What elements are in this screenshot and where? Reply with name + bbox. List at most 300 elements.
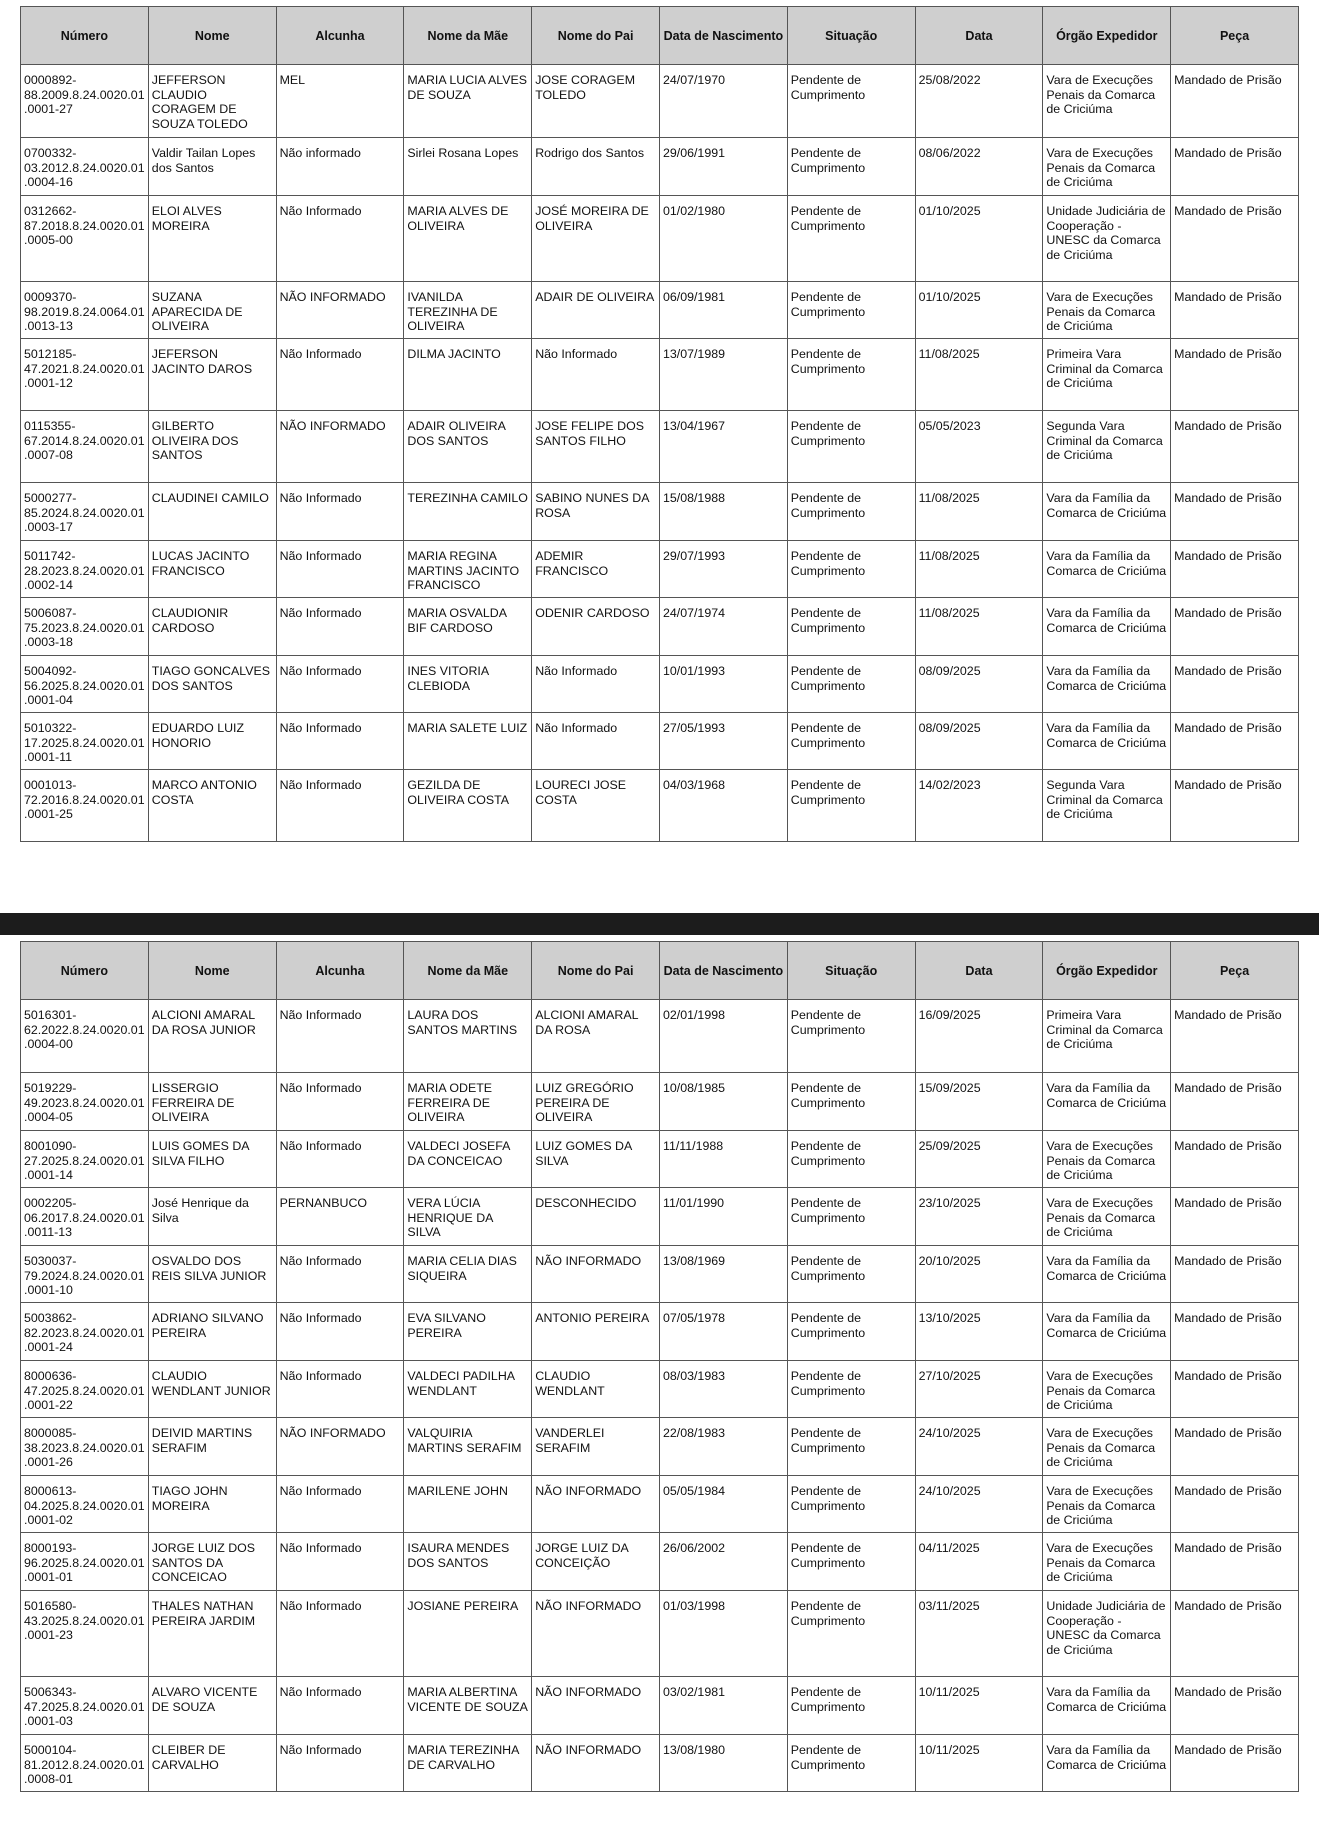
alcunha-cell: Não Informado <box>276 1677 404 1735</box>
nome-cell: SUZANA APARECIDA DE OLIVEIRA <box>148 282 276 339</box>
nome-da-mae-cell: Sirlei Rosana Lopes <box>404 138 532 196</box>
data-cell: 08/06/2022 <box>915 138 1043 196</box>
numero-cell: 5030037-79.2024.8.24.0020.01.0001-10 <box>21 1246 149 1303</box>
nome-do-pai-cell: ADAIR DE OLIVEIRA <box>532 282 660 339</box>
nome-cell: ALCIONI AMARAL DA ROSA JUNIOR <box>148 1000 276 1073</box>
alcunha-cell: NÃO INFORMADO <box>276 411 404 483</box>
table-row <box>21 65 1299 138</box>
nome-do-pai-cell: VANDERLEI SERAFIM <box>532 1418 660 1476</box>
table-row <box>21 1591 1299 1677</box>
nome-da-mae-cell: JOSIANE PEREIRA <box>404 1591 532 1677</box>
nome-cell: EDUARDO LUIZ HONORIO <box>148 713 276 770</box>
data-cell: 10/11/2025 <box>915 1735 1043 1792</box>
nome-do-pai-cell: NÃO INFORMADO <box>532 1476 660 1533</box>
orgao-expedidor-cell: Vara da Família da Comarca de Criciúma <box>1043 713 1171 770</box>
orgao-expedidor-cell: Vara de Execuções Penais da Comarca de Criciúma <box>1043 138 1171 196</box>
nome-cell: JEFERSON JACINTO DAROS <box>148 339 276 411</box>
data-nascimento-cell: 02/01/1998 <box>659 1000 787 1073</box>
alcunha-cell: Não Informado <box>276 1246 404 1303</box>
nome-cell: ALVARO VICENTE DE SOUZA <box>148 1677 276 1735</box>
orgao-expedidor-cell: Primeira Vara Criminal da Comarca de Criciúma <box>1043 1000 1171 1073</box>
data-cell: 23/10/2025 <box>915 1188 1043 1246</box>
orgao-expedidor-cell: Vara da Família da Comarca de Criciúma <box>1043 1677 1171 1735</box>
nome-cell: MARCO ANTONIO COSTA <box>148 770 276 842</box>
nome-da-mae-cell: ADAIR OLIVEIRA DOS SANTOS <box>404 411 532 483</box>
nome-cell: CLAUDINEI CAMILO <box>148 483 276 541</box>
nome-do-pai-cell: ODENIR CARDOSO <box>532 598 660 656</box>
nome-cell: LISSERGIO FERREIRA DE OLIVEIRA <box>148 1073 276 1131</box>
nome-do-pai-cell: NÃO INFORMADO <box>532 1677 660 1735</box>
numero-cell: 5006343-47.2025.8.24.0020.01.0001-03 <box>21 1677 149 1735</box>
situacao-cell: Pendente de Cumprimento <box>787 770 915 842</box>
data-nascimento-cell: 04/03/1968 <box>659 770 787 842</box>
nome-cell: CLAUDIONIR CARDOSO <box>148 598 276 656</box>
peca-cell: Mandado de Prisão <box>1171 282 1299 339</box>
numero-cell: 0700332-03.2012.8.24.0020.01.0004-16 <box>21 138 149 196</box>
orgao-expedidor-cell: Vara de Execuções Penais da Comarca de Criciúma <box>1043 65 1171 138</box>
nome-do-pai-cell: NÃO INFORMADO <box>532 1591 660 1677</box>
nome-do-pai-cell: JOSE CORAGEM TOLEDO <box>532 65 660 138</box>
data-cell: 08/09/2025 <box>915 713 1043 770</box>
table-row <box>21 656 1299 713</box>
alcunha-cell: Não Informado <box>276 196 404 282</box>
numero-cell: 8000085-38.2023.8.24.0020.01.0001-26 <box>21 1418 149 1476</box>
orgao-expedidor-cell: Segunda Vara Criminal da Comarca de Criciúma <box>1043 770 1171 842</box>
situacao-cell: Pendente de Cumprimento <box>787 483 915 541</box>
document-page-1 <box>0 0 1319 913</box>
data-cell: 25/09/2025 <box>915 1131 1043 1188</box>
alcunha-cell: Não informado <box>276 138 404 196</box>
nome-cell: José Henrique da Silva <box>148 1188 276 1246</box>
nome-do-pai-cell: NÃO INFORMADO <box>532 1735 660 1792</box>
orgao-expedidor-cell: Vara de Execuções Penais da Comarca de Criciúma <box>1043 1418 1171 1476</box>
peca-cell: Mandado de Prisão <box>1171 656 1299 713</box>
alcunha-cell: Não Informado <box>276 1073 404 1131</box>
data-cell: 24/10/2025 <box>915 1418 1043 1476</box>
data-nascimento-cell: 24/07/1970 <box>659 65 787 138</box>
data-cell: 24/10/2025 <box>915 1476 1043 1533</box>
orgao-expedidor-cell: Primeira Vara Criminal da Comarca de Criciúma <box>1043 339 1171 411</box>
header-peca: Peça <box>1171 942 1299 1000</box>
nome-cell: THALES NATHAN PEREIRA JARDIM <box>148 1591 276 1677</box>
data-nascimento-cell: 06/09/1981 <box>659 282 787 339</box>
table-row <box>21 1361 1299 1418</box>
data-nascimento-cell: 07/05/1978 <box>659 1303 787 1361</box>
numero-cell: 5011742-28.2023.8.24.0020.01.0002-14 <box>21 541 149 598</box>
nome-da-mae-cell: MARIA CELIA DIAS SIQUEIRA <box>404 1246 532 1303</box>
nome-do-pai-cell: ADEMIR FRANCISCO <box>532 541 660 598</box>
situacao-cell: Pendente de Cumprimento <box>787 1418 915 1476</box>
situacao-cell: Pendente de Cumprimento <box>787 1131 915 1188</box>
table-row <box>21 1188 1299 1246</box>
alcunha-cell: Não Informado <box>276 339 404 411</box>
table-row <box>21 339 1299 411</box>
nome-do-pai-cell: NÃO INFORMADO <box>532 1246 660 1303</box>
header-data: Data <box>915 7 1043 65</box>
table-header <box>21 7 1299 65</box>
peca-cell: Mandado de Prisão <box>1171 1533 1299 1591</box>
table-row <box>21 713 1299 770</box>
peca-cell: Mandado de Prisão <box>1171 770 1299 842</box>
table-row <box>21 411 1299 483</box>
nome-da-mae-cell: MARIA TEREZINHA DE CARVALHO <box>404 1735 532 1792</box>
data-cell: 01/10/2025 <box>915 196 1043 282</box>
nome-cell: Valdir Tailan Lopes dos Santos <box>148 138 276 196</box>
table-row <box>21 1677 1299 1735</box>
situacao-cell: Pendente de Cumprimento <box>787 713 915 770</box>
situacao-cell: Pendente de Cumprimento <box>787 1677 915 1735</box>
data-nascimento-cell: 13/07/1989 <box>659 339 787 411</box>
alcunha-cell: Não Informado <box>276 713 404 770</box>
data-nascimento-cell: 11/01/1990 <box>659 1188 787 1246</box>
data-nascimento-cell: 13/04/1967 <box>659 411 787 483</box>
numero-cell: 0312662-87.2018.8.24.0020.01.0005-00 <box>21 196 149 282</box>
data-nascimento-cell: 26/06/2002 <box>659 1533 787 1591</box>
table-row <box>21 1131 1299 1188</box>
situacao-cell: Pendente de Cumprimento <box>787 1188 915 1246</box>
peca-cell: Mandado de Prisão <box>1171 339 1299 411</box>
situacao-cell: Pendente de Cumprimento <box>787 411 915 483</box>
data-nascimento-cell: 27/05/1993 <box>659 713 787 770</box>
peca-cell: Mandado de Prisão <box>1171 1246 1299 1303</box>
table-row <box>21 598 1299 656</box>
nome-da-mae-cell: MARIA LUCIA ALVES DE SOUZA <box>404 65 532 138</box>
header-nome: Nome <box>148 7 276 65</box>
data-cell: 15/09/2025 <box>915 1073 1043 1131</box>
nome-da-mae-cell: EVA SILVANO PEREIRA <box>404 1303 532 1361</box>
alcunha-cell: Não Informado <box>276 1476 404 1533</box>
orgao-expedidor-cell: Vara de Execuções Penais da Comarca de Criciúma <box>1043 1361 1171 1418</box>
nome-cell: OSVALDO DOS REIS SILVA JUNIOR <box>148 1246 276 1303</box>
peca-cell: Mandado de Prisão <box>1171 1188 1299 1246</box>
table-row <box>21 1246 1299 1303</box>
numero-cell: 8000613-04.2025.8.24.0020.01.0001-02 <box>21 1476 149 1533</box>
nome-cell: CLAUDIO WENDLANT JUNIOR <box>148 1361 276 1418</box>
orgao-expedidor-cell: Vara da Família da Comarca de Criciúma <box>1043 1735 1171 1792</box>
nome-da-mae-cell: MARIA ODETE FERREIRA DE OLIVEIRA <box>404 1073 532 1131</box>
alcunha-cell: MEL <box>276 65 404 138</box>
alcunha-cell: Não Informado <box>276 598 404 656</box>
situacao-cell: Pendente de Cumprimento <box>787 598 915 656</box>
nome-do-pai-cell: Não Informado <box>532 339 660 411</box>
situacao-cell: Pendente de Cumprimento <box>787 1476 915 1533</box>
peca-cell: Mandado de Prisão <box>1171 1591 1299 1677</box>
orgao-expedidor-cell: Vara da Família da Comarca de Criciúma <box>1043 598 1171 656</box>
data-cell: 14/02/2023 <box>915 770 1043 842</box>
table-row <box>21 483 1299 541</box>
nome-da-mae-cell: VALQUIRIA MARTINS SERAFIM <box>404 1418 532 1476</box>
situacao-cell: Pendente de Cumprimento <box>787 1735 915 1792</box>
situacao-cell: Pendente de Cumprimento <box>787 339 915 411</box>
numero-cell: 0009370-98.2019.8.24.0064.01.0013-13 <box>21 282 149 339</box>
header-numero: Número <box>21 942 149 1000</box>
data-cell: 27/10/2025 <box>915 1361 1043 1418</box>
numero-cell: 0001013-72.2016.8.24.0020.01.0001-25 <box>21 770 149 842</box>
peca-cell: Mandado de Prisão <box>1171 1361 1299 1418</box>
data-cell: 13/10/2025 <box>915 1303 1043 1361</box>
nome-cell: JORGE LUIZ DOS SANTOS DA CONCEICAO <box>148 1533 276 1591</box>
situacao-cell: Pendente de Cumprimento <box>787 1533 915 1591</box>
nome-cell: DEIVID MARTINS SERAFIM <box>148 1418 276 1476</box>
peca-cell: Mandado de Prisão <box>1171 138 1299 196</box>
numero-cell: 5000104-81.2012.8.24.0020.01.0008-01 <box>21 1735 149 1792</box>
situacao-cell: Pendente de Cumprimento <box>787 282 915 339</box>
situacao-cell: Pendente de Cumprimento <box>787 1000 915 1073</box>
nome-cell: GILBERTO OLIVEIRA DOS SANTOS <box>148 411 276 483</box>
nome-da-mae-cell: MARIA SALETE LUIZ <box>404 713 532 770</box>
numero-cell: 5004092-56.2025.8.24.0020.01.0001-04 <box>21 656 149 713</box>
header-situacao: Situação <box>787 7 915 65</box>
peca-cell: Mandado de Prisão <box>1171 1303 1299 1361</box>
warrant-table <box>20 941 1299 1792</box>
data-cell: 01/10/2025 <box>915 282 1043 339</box>
numero-cell: 5006087-75.2023.8.24.0020.01.0003-18 <box>21 598 149 656</box>
alcunha-cell: Não Informado <box>276 770 404 842</box>
data-cell: 25/08/2022 <box>915 65 1043 138</box>
table-row <box>21 541 1299 598</box>
numero-cell: 8000193-96.2025.8.24.0020.01.0001-01 <box>21 1533 149 1591</box>
orgao-expedidor-cell: Vara da Família da Comarca de Criciúma <box>1043 1303 1171 1361</box>
header-nome-da-mae: Nome da Mãe <box>404 7 532 65</box>
data-cell: 04/11/2025 <box>915 1533 1043 1591</box>
peca-cell: Mandado de Prisão <box>1171 1418 1299 1476</box>
orgao-expedidor-cell: Vara da Família da Comarca de Criciúma <box>1043 483 1171 541</box>
orgao-expedidor-cell: Segunda Vara Criminal da Comarca de Criciúma <box>1043 411 1171 483</box>
situacao-cell: Pendente de Cumprimento <box>787 1591 915 1677</box>
situacao-cell: Pendente de Cumprimento <box>787 1303 915 1361</box>
nome-do-pai-cell: Não Informado <box>532 656 660 713</box>
numero-cell: 5003862-82.2023.8.24.0020.01.0001-24 <box>21 1303 149 1361</box>
data-cell: 10/11/2025 <box>915 1677 1043 1735</box>
peca-cell: Mandado de Prisão <box>1171 598 1299 656</box>
nome-do-pai-cell: SABINO NUNES DA ROSA <box>532 483 660 541</box>
table-row <box>21 1476 1299 1533</box>
alcunha-cell: Não Informado <box>276 1361 404 1418</box>
peca-cell: Mandado de Prisão <box>1171 1677 1299 1735</box>
peca-cell: Mandado de Prisão <box>1171 541 1299 598</box>
table-row <box>21 1533 1299 1591</box>
nome-da-mae-cell: IVANILDA TEREZINHA DE OLIVEIRA <box>404 282 532 339</box>
orgao-expedidor-cell: Vara de Execuções Penais da Comarca de Criciúma <box>1043 1476 1171 1533</box>
alcunha-cell: Não Informado <box>276 483 404 541</box>
nome-do-pai-cell: Não Informado <box>532 713 660 770</box>
nome-do-pai-cell: LUIZ GREGÓRIO PEREIRA DE OLIVEIRA <box>532 1073 660 1131</box>
header-data: Data <box>915 942 1043 1000</box>
data-cell: 11/08/2025 <box>915 339 1043 411</box>
data-cell: 03/11/2025 <box>915 1591 1043 1677</box>
numero-cell: 8000636-47.2025.8.24.0020.01.0001-22 <box>21 1361 149 1418</box>
nome-da-mae-cell: MARIA ALBERTINA VICENTE DE SOUZA <box>404 1677 532 1735</box>
orgao-expedidor-cell: Unidade Judiciária de Cooperação - UNESC da Comarca de Criciúma <box>1043 196 1171 282</box>
nome-da-mae-cell: MARIA OSVALDA BIF CARDOSO <box>404 598 532 656</box>
header-numero: Número <box>21 7 149 65</box>
alcunha-cell: Não Informado <box>276 1533 404 1591</box>
nome-da-mae-cell: DILMA JACINTO <box>404 339 532 411</box>
orgao-expedidor-cell: Vara de Execuções Penais da Comarca de Criciúma <box>1043 1188 1171 1246</box>
table-body <box>21 1000 1299 1792</box>
data-cell: 11/08/2025 <box>915 483 1043 541</box>
data-nascimento-cell: 05/05/1984 <box>659 1476 787 1533</box>
nome-do-pai-cell: ANTONIO PEREIRA <box>532 1303 660 1361</box>
table-row <box>21 1303 1299 1361</box>
peca-cell: Mandado de Prisão <box>1171 1131 1299 1188</box>
header-nome: Nome <box>148 942 276 1000</box>
orgao-expedidor-cell: Vara de Execuções Penais da Comarca de Criciúma <box>1043 1533 1171 1591</box>
nome-do-pai-cell: LUIZ GOMES DA SILVA <box>532 1131 660 1188</box>
alcunha-cell: Não Informado <box>276 1131 404 1188</box>
data-nascimento-cell: 22/08/1983 <box>659 1418 787 1476</box>
header-nome-do-pai: Nome do Pai <box>532 7 660 65</box>
orgao-expedidor-cell: Vara de Execuções Penais da Comarca de Criciúma <box>1043 282 1171 339</box>
numero-cell: 0002205-06.2017.8.24.0020.01.0011-13 <box>21 1188 149 1246</box>
table-row <box>21 770 1299 842</box>
alcunha-cell: Não Informado <box>276 656 404 713</box>
orgao-expedidor-cell: Vara da Família da Comarca de Criciúma <box>1043 1073 1171 1131</box>
orgao-expedidor-cell: Unidade Judiciária de Cooperação - UNESC da Comarca de Criciúma <box>1043 1591 1171 1677</box>
data-nascimento-cell: 10/01/1993 <box>659 656 787 713</box>
peca-cell: Mandado de Prisão <box>1171 713 1299 770</box>
header-alcunha: Alcunha <box>276 942 404 1000</box>
nome-cell: TIAGO GONCALVES DOS SANTOS <box>148 656 276 713</box>
nome-cell: ADRIANO SILVANO PEREIRA <box>148 1303 276 1361</box>
data-cell: 11/08/2025 <box>915 541 1043 598</box>
situacao-cell: Pendente de Cumprimento <box>787 541 915 598</box>
alcunha-cell: PERNANBUCO <box>276 1188 404 1246</box>
data-nascimento-cell: 15/08/1988 <box>659 483 787 541</box>
table-row <box>21 1000 1299 1073</box>
peca-cell: Mandado de Prisão <box>1171 1000 1299 1073</box>
peca-cell: Mandado de Prisão <box>1171 1073 1299 1131</box>
situacao-cell: Pendente de Cumprimento <box>787 138 915 196</box>
nome-cell: LUIS GOMES DA SILVA FILHO <box>148 1131 276 1188</box>
header-nome-do-pai: Nome do Pai <box>532 942 660 1000</box>
nome-do-pai-cell: JOSÉ MOREIRA DE OLIVEIRA <box>532 196 660 282</box>
alcunha-cell: Não Informado <box>276 541 404 598</box>
numero-cell: 5016580-43.2025.8.24.0020.01.0001-23 <box>21 1591 149 1677</box>
situacao-cell: Pendente de Cumprimento <box>787 1246 915 1303</box>
orgao-expedidor-cell: Vara da Família da Comarca de Criciúma <box>1043 1246 1171 1303</box>
data-cell: 05/05/2023 <box>915 411 1043 483</box>
data-nascimento-cell: 29/06/1991 <box>659 138 787 196</box>
numero-cell: 0000892-88.2009.8.24.0020.01.0001-27 <box>21 65 149 138</box>
peca-cell: Mandado de Prisão <box>1171 483 1299 541</box>
situacao-cell: Pendente de Cumprimento <box>787 656 915 713</box>
situacao-cell: Pendente de Cumprimento <box>787 1073 915 1131</box>
numero-cell: 5010322-17.2025.8.24.0020.01.0001-11 <box>21 713 149 770</box>
nome-do-pai-cell: JOSE FELIPE DOS SANTOS FILHO <box>532 411 660 483</box>
alcunha-cell: Não Informado <box>276 1000 404 1073</box>
nome-cell: TIAGO JOHN MOREIRA <box>148 1476 276 1533</box>
nome-do-pai-cell: LOURECI JOSE COSTA <box>532 770 660 842</box>
data-nascimento-cell: 13/08/1969 <box>659 1246 787 1303</box>
peca-cell: Mandado de Prisão <box>1171 65 1299 138</box>
data-nascimento-cell: 01/02/1980 <box>659 196 787 282</box>
warrant-table <box>20 6 1299 842</box>
nome-cell: LUCAS JACINTO FRANCISCO <box>148 541 276 598</box>
nome-da-mae-cell: ISAURA MENDES DOS SANTOS <box>404 1533 532 1591</box>
situacao-cell: Pendente de Cumprimento <box>787 1361 915 1418</box>
numero-cell: 5000277-85.2024.8.24.0020.01.0003-17 <box>21 483 149 541</box>
orgao-expedidor-cell: Vara de Execuções Penais da Comarca de Criciúma <box>1043 1131 1171 1188</box>
alcunha-cell: Não Informado <box>276 1591 404 1677</box>
data-nascimento-cell: 29/07/1993 <box>659 541 787 598</box>
nome-da-mae-cell: MARIA ALVES DE OLIVEIRA <box>404 196 532 282</box>
numero-cell: 5016301-62.2022.8.24.0020.01.0004-00 <box>21 1000 149 1073</box>
table-body <box>21 65 1299 842</box>
nome-da-mae-cell: LAURA DOS SANTOS MARTINS <box>404 1000 532 1073</box>
numero-cell: 0115355-67.2014.8.24.0020.01.0007-08 <box>21 411 149 483</box>
table-row <box>21 1735 1299 1792</box>
orgao-expedidor-cell: Vara da Família da Comarca de Criciúma <box>1043 656 1171 713</box>
peca-cell: Mandado de Prisão <box>1171 1476 1299 1533</box>
data-nascimento-cell: 24/07/1974 <box>659 598 787 656</box>
table-row <box>21 196 1299 282</box>
header-data-nascimento: Data de Nascimento <box>659 7 787 65</box>
nome-da-mae-cell: VALDECI JOSEFA DA CONCEICAO <box>404 1131 532 1188</box>
header-situacao: Situação <box>787 942 915 1000</box>
table-row <box>21 282 1299 339</box>
data-cell: 08/09/2025 <box>915 656 1043 713</box>
table-header <box>21 942 1299 1000</box>
nome-da-mae-cell: GEZILDA DE OLIVEIRA COSTA <box>404 770 532 842</box>
nome-do-pai-cell: DESCONHECIDO <box>532 1188 660 1246</box>
peca-cell: Mandado de Prisão <box>1171 196 1299 282</box>
orgao-expedidor-cell: Vara da Família da Comarca de Criciúma <box>1043 541 1171 598</box>
data-cell: 11/08/2025 <box>915 598 1043 656</box>
data-cell: 20/10/2025 <box>915 1246 1043 1303</box>
nome-cell: CLEIBER DE CARVALHO <box>148 1735 276 1792</box>
nome-do-pai-cell: Rodrigo dos Santos <box>532 138 660 196</box>
numero-cell: 5019229-49.2023.8.24.0020.01.0004-05 <box>21 1073 149 1131</box>
numero-cell: 5012185-47.2021.8.24.0020.01.0001-12 <box>21 339 149 411</box>
nome-da-mae-cell: INES VITORIA CLEBIODA <box>404 656 532 713</box>
header-peca: Peça <box>1171 7 1299 65</box>
header-orgao-expedidor: Órgão Expedidor <box>1043 942 1171 1000</box>
alcunha-cell: Não Informado <box>276 1735 404 1792</box>
table-row <box>21 1073 1299 1131</box>
nome-da-mae-cell: VALDECI PADILHA WENDLANT <box>404 1361 532 1418</box>
nome-do-pai-cell: CLAUDIO WENDLANT <box>532 1361 660 1418</box>
header-alcunha: Alcunha <box>276 7 404 65</box>
table-row <box>21 1418 1299 1476</box>
nome-da-mae-cell: TEREZINHA CAMILO <box>404 483 532 541</box>
peca-cell: Mandado de Prisão <box>1171 411 1299 483</box>
nome-da-mae-cell: MARIA REGINA MARTINS JACINTO FRANCISCO <box>404 541 532 598</box>
data-nascimento-cell: 01/03/1998 <box>659 1591 787 1677</box>
alcunha-cell: Não Informado <box>276 1303 404 1361</box>
data-nascimento-cell: 11/11/1988 <box>659 1131 787 1188</box>
document-page-2 <box>0 935 1319 1834</box>
nome-cell: ELOI ALVES MOREIRA <box>148 196 276 282</box>
data-nascimento-cell: 08/03/1983 <box>659 1361 787 1418</box>
header-orgao-expedidor: Órgão Expedidor <box>1043 7 1171 65</box>
header-data-nascimento: Data de Nascimento <box>659 942 787 1000</box>
table-row <box>21 138 1299 196</box>
nome-do-pai-cell: ALCIONI AMARAL DA ROSA <box>532 1000 660 1073</box>
nome-da-mae-cell: MARILENE JOHN <box>404 1476 532 1533</box>
nome-cell: JEFFERSON CLAUDIO CORAGEM DE SOUZA TOLEDO <box>148 65 276 138</box>
numero-cell: 8001090-27.2025.8.24.0020.01.0001-14 <box>21 1131 149 1188</box>
data-nascimento-cell: 13/08/1980 <box>659 1735 787 1792</box>
header-nome-da-mae: Nome da Mãe <box>404 942 532 1000</box>
alcunha-cell: NÃO INFORMADO <box>276 1418 404 1476</box>
nome-do-pai-cell: JORGE LUIZ DA CONCEIÇÃO <box>532 1533 660 1591</box>
data-nascimento-cell: 03/02/1981 <box>659 1677 787 1735</box>
situacao-cell: Pendente de Cumprimento <box>787 196 915 282</box>
peca-cell: Mandado de Prisão <box>1171 1735 1299 1792</box>
situacao-cell: Pendente de Cumprimento <box>787 65 915 138</box>
alcunha-cell: NÃO INFORMADO <box>276 282 404 339</box>
